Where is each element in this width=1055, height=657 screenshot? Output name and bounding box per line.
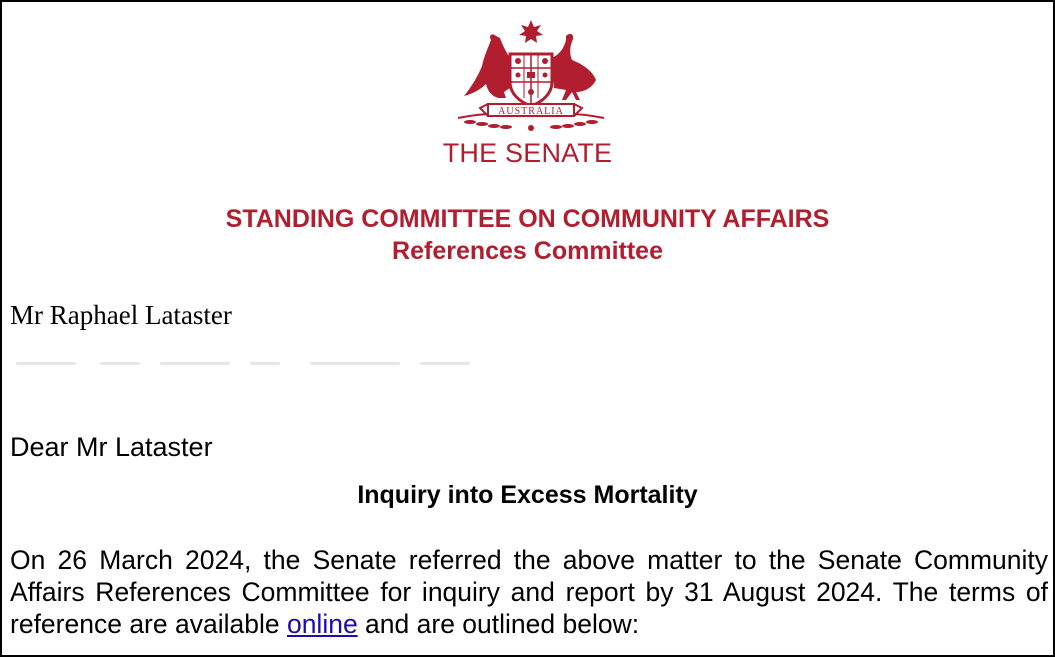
emu — [552, 34, 596, 100]
chamber-title: THE SENATE — [442, 138, 613, 168]
greeting: Dear Mr Lataster — [10, 432, 213, 462]
online-link[interactable]: online — [286, 609, 358, 639]
committee-type: References Committee — [392, 237, 663, 265]
committee-heading — [2, 203, 1053, 267]
kangaroo — [464, 34, 510, 98]
committee-name: STANDING COMMITTEE ON COMMUNITY AFFAIRS — [225, 205, 830, 233]
redacted-address — [10, 354, 480, 374]
coat-of-arms-icon — [448, 18, 614, 134]
letter-subject: Inquiry into Excess Mortality — [357, 481, 698, 509]
letter-body — [10, 544, 1048, 640]
recipient-name: Mr Raphael Lataster — [10, 300, 232, 330]
commonwealth-star — [519, 20, 543, 43]
crest-banner-text: AUSTRALIA — [498, 106, 564, 117]
body-text-before-link: On 26 March 2024, the Senate referred the above matter to the Senate Community Affairs References Committee for inquiry and report by 31 August 2024. The terms of reference are available — [10, 545, 1048, 639]
body-text-after-link: and are outlined below: — [357, 609, 640, 639]
